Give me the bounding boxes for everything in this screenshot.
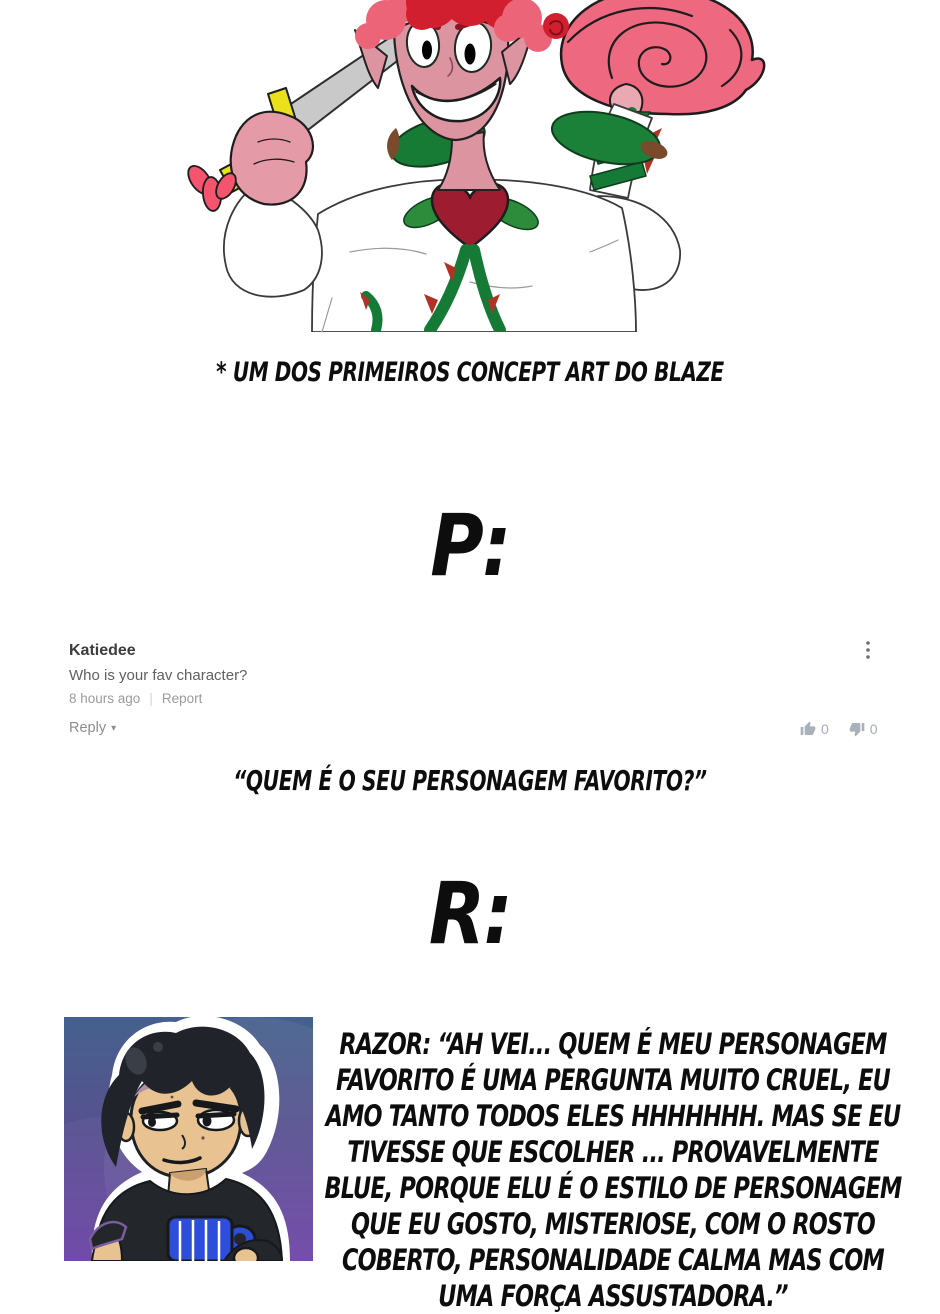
thumbs-up-icon [800, 721, 816, 737]
comment-body: Who is your fav character? [69, 667, 248, 684]
answer-text: RAZOR: “AH VEI... QUEM É MEU PERSONAGEM FAVORITO É UMA PERGUNTA MUITO CRUEL, EU AMO TANTO TODOS ELES HHHHHHH. MAS SE EU TIVESSE QUE ESCOLHER ... PROVAVELMENTE BLUE, PORQUE ELU É O ESTILO DE PERSONAGEM QUE EU GOSTO, MISTERIOSE, COM O ROSTO COBERTO, PERSONALIDADE CALMA MAS COM UMA FORÇA ASSUSTADORA.” [324, 1027, 902, 1313]
chevron-down-icon: ▾ [111, 723, 117, 734]
downvote-button[interactable] [849, 721, 878, 737]
upvote-count: 0 [821, 721, 829, 737]
downvote-count: 0 [869, 721, 878, 737]
vote-controls [800, 721, 878, 737]
upvote-button[interactable] [800, 721, 829, 737]
reply-button[interactable] [69, 720, 116, 736]
question-label: P: [430, 496, 510, 596]
question-quote: “QUEM É O SEU PERSONAGEM FAVORITO?” [233, 764, 707, 797]
razor-avatar [64, 1017, 313, 1261]
comment-author[interactable]: Katiedee [69, 642, 136, 659]
comment-timestamp: 8 hours ago [69, 691, 141, 706]
thumbs-down-icon [849, 721, 865, 737]
concept-art-caption: * UM DOS PRIMEIROS CONCEPT ART DO BLAZE [216, 357, 724, 388]
answer-label: R: [428, 864, 512, 964]
meta-divider: | [149, 691, 153, 706]
comment-meta [69, 691, 202, 706]
kebab-menu-icon [860, 640, 876, 662]
report-link[interactable]: Report [161, 691, 203, 706]
rose [561, 0, 764, 114]
reply-label: Reply [69, 720, 107, 736]
comment-menu-button[interactable] [856, 639, 880, 665]
concept-art-illustration [170, 0, 770, 332]
